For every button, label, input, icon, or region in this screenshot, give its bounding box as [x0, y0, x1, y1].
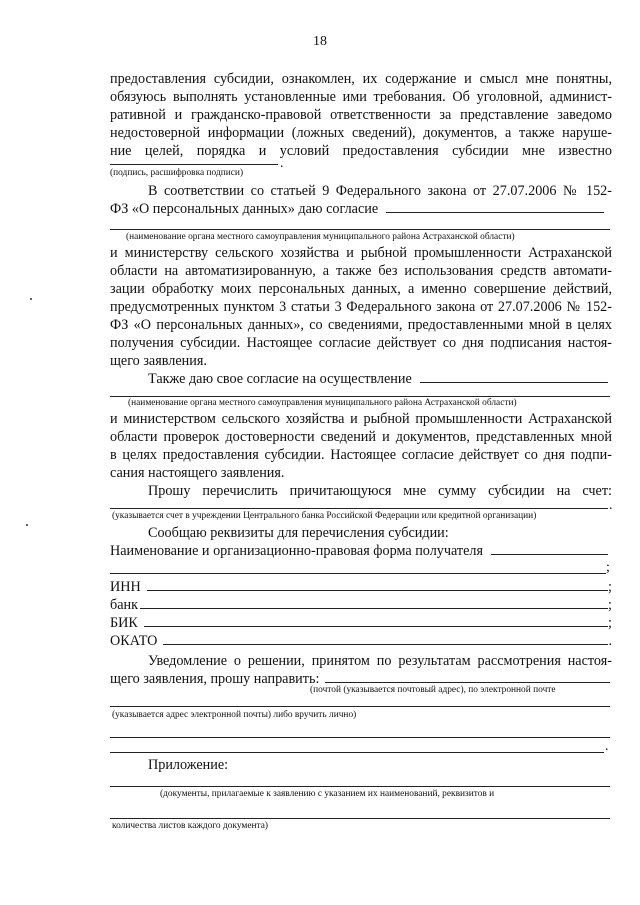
bik-row — [110, 614, 612, 632]
organ-caption-1: (наименование органа местного самоуправления муниципального района Астраханской области) — [126, 232, 515, 242]
inn-end: ; — [608, 579, 612, 595]
para1-line-4: недостоверной информации (ложных сведений), документов, а также наруше- — [110, 125, 612, 141]
para2-line-2 — [110, 200, 612, 218]
para6-line-2-text: щего заявления, прошу направить: — [110, 671, 320, 687]
docs-caption-2: количества листов каждого документа) — [112, 821, 268, 831]
para2-line-7: ФЗ «О персональных данных», со сведениями, предоставленными мной в целях — [110, 317, 612, 333]
para2-line-3: и министерству сельского хозяйства и рыбной промышленности Астраханской — [110, 245, 612, 261]
para1-line-2: обязуюсь выполнять установленные ими требования. Об уголовной, админист- — [110, 89, 612, 105]
scan-speck — [30, 298, 32, 300]
para2-line-5: зации обработку моих персональных данных, а именно совершение действий, — [110, 281, 612, 297]
attachment-field-1[interactable] — [110, 786, 610, 787]
para3-line-5: сания настоящего заявления. — [110, 465, 285, 481]
signature-line-end: . — [280, 156, 284, 171]
okato-row — [110, 632, 612, 650]
bank-end: ; — [608, 597, 612, 613]
signature-caption: (подпись, расшифровка подписи) — [110, 168, 244, 178]
recipient-field[interactable] — [491, 542, 608, 555]
attachment-label: Приложение: — [148, 757, 229, 773]
account-caption: (указывается счет в учреждении Центрального банка Российской Федерации или кредитной организации) — [112, 511, 537, 521]
docs-caption-1: (документы, прилагаемые к заявлению с указанием их наименований, реквизитов и — [160, 789, 495, 799]
para2-line-6: предусмотренных пунктом 3 статьи 3 Федерального закона от 27.07.2006 № 152- — [110, 299, 612, 315]
para3-line-3: области проверок достоверности сведений и документов, представленных мной — [110, 429, 612, 445]
para2-line-9: щего заявления. — [110, 353, 207, 369]
para2-line-4: области на автоматизированную, а также без использования средств автомати- — [110, 263, 612, 279]
attachment-field-2[interactable] — [110, 818, 610, 819]
notification-field-2[interactable] — [110, 706, 610, 707]
scan-speck — [26, 524, 28, 526]
inn-row — [110, 578, 612, 596]
notification-field-4[interactable] — [110, 752, 604, 753]
para1-line-3: ративной и гражданско-правовой ответственности за представление заведомо — [110, 107, 612, 123]
para6-line-1: Уведомление о решении, принятом по результатам рассмотрения настоя- — [148, 653, 612, 669]
bank-label: банк — [110, 597, 139, 613]
okato-label: ОКАТО — [110, 633, 158, 649]
bik-label: БИК — [110, 615, 138, 631]
page-number: 18 — [313, 34, 327, 49]
recipient-line — [110, 542, 612, 560]
verification-organ-field[interactable] — [420, 370, 608, 383]
organ-line-2[interactable] — [110, 396, 610, 397]
recipient-field-2[interactable] — [110, 573, 606, 574]
para4-line-1: Прошу перечислить причитающуюся мне сумму субсидии на счет: — [148, 483, 612, 499]
bank-row — [110, 596, 612, 614]
okato-end: . — [608, 633, 612, 649]
para3-line-4: в целях предоставления субсидии. Настоящее согласие действует со дня подпи- — [110, 447, 612, 463]
recipient-label: Наименование и организационно-правовая форма получателя — [110, 543, 484, 559]
account-field-end: . — [609, 498, 613, 513]
signature-line[interactable] — [110, 164, 278, 165]
email-caption: (указывается адрес электронной почты) либо вручить лично) — [112, 710, 357, 720]
post-caption: (почтой (указывается почтовый адрес), по электронной почте — [310, 685, 556, 695]
para1-line-5: ние целей, порядка и условий предоставления субсидии мне известно — [110, 143, 612, 159]
okato-field[interactable] — [163, 632, 608, 645]
para2-line-8: получения субсидии. Настоящее согласие действует со дня подписания настоя- — [110, 335, 612, 351]
organ-caption-2: (наименование органа местного самоуправления муниципального района Астраханской области) — [128, 398, 517, 408]
notification-field[interactable] — [325, 670, 610, 683]
inn-field[interactable] — [147, 578, 608, 591]
para1-line-1: предоставления субсидии, ознакомлен, их содержание и смысл мне понятны, — [110, 71, 612, 87]
inn-label: ИНН — [110, 579, 141, 595]
recipient-field-2-end: ; — [606, 560, 610, 575]
bank-field[interactable] — [140, 596, 608, 609]
para2-line-2-text: ФЗ «О персональных данных» даю согласие — [110, 201, 379, 217]
para3-line-2: и министерством сельского хозяйства и рыбной промышленности Астраханской — [110, 411, 612, 427]
notification-field-4-end: . — [605, 739, 609, 754]
account-field[interactable] — [110, 508, 608, 509]
para5-line: Сообщаю реквизиты для перечисления субсидии: — [148, 525, 449, 541]
para2-line-1: В соответствии со статьей 9 Федерального закона от 27.07.2006 № 152- — [148, 183, 612, 199]
bik-end: ; — [608, 615, 612, 631]
consent-organ-field[interactable] — [386, 200, 604, 213]
notification-field-3[interactable] — [110, 737, 610, 738]
bik-field[interactable] — [144, 614, 608, 627]
para3-line-1 — [148, 370, 612, 388]
para3-line-1-text: Также даю свое согласие на осуществление — [148, 371, 412, 387]
organ-line-1[interactable] — [110, 229, 610, 230]
